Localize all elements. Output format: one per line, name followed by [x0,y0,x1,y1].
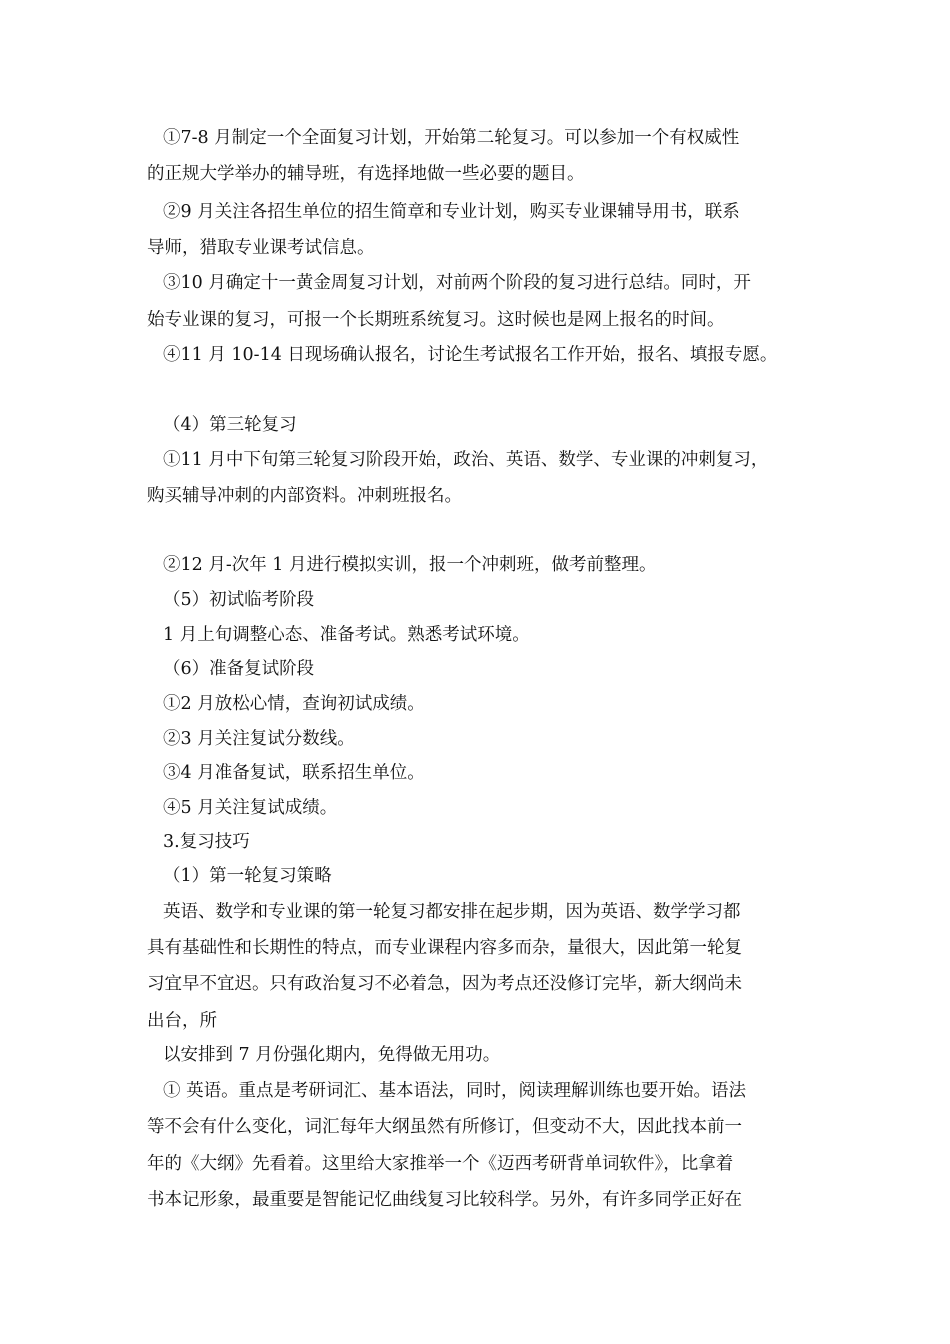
text-line: 具有基础性和长期性的特点，而专业课程内容多而杂，量很大，因此第一轮复 [147,938,742,958]
section-heading: （1）第一轮复习策略 [163,866,332,886]
text-line: 1 月上旬调整心态、准备考试。熟悉考试环境。 [163,625,530,645]
text-line: 书本记形象，最重要是智能记忆曲线复习比较科学。另外，有许多同学正好在 [147,1190,742,1210]
text-line: ①11 月中下旬第三轮复习阶段开始，政治、英语、数学、专业课的冲刺复习， [163,450,769,470]
text-line: 年的《大纲》先看着。这里给大家推举一个《迈西考研背单词软件》，比拿着 [147,1154,734,1174]
text-line: 习宜早不宜迟。只有政治复习不必着急，因为考点还没修订完毕，新大纲尚未 [147,974,742,994]
text-line: ②12 月-次年 1 月进行模拟实训，报一个冲刺班，做考前整理。 [163,555,657,575]
text-line: ③4 月准备复试，联系招生单位。 [163,763,425,783]
section-heading: （5）初试临考阶段 [163,590,315,610]
text-line: 购买辅导冲刺的内部资料。冲刺班报名。 [147,486,462,506]
text-line: ①7-8 月制定一个全面复习计划，开始第二轮复习。可以参加一个有权威性 [163,128,740,148]
text-line: 以安排到 7 月份强化期内，免得做无用功。 [163,1045,501,1065]
text-line: ②3 月关注复试分数线。 [163,729,355,749]
text-line: 英语、数学和专业课的第一轮复习都安排在起步期，因为英语、数学学习都 [163,902,741,922]
text-line: 的正规大学举办的辅导班，有选择地做一些必要的题目。 [147,164,585,184]
text-line: 导师，猎取专业课考试信息。 [147,238,375,258]
text-line: ②9 月关注各招生单位的招生简章和专业计划，购买专业课辅导用书，联系 [163,202,740,222]
text-line: 始专业课的复习，可报一个长期班系统复习。这时候也是网上报名的时间。 [147,310,725,330]
section-heading: （4）第三轮复习 [163,415,297,435]
text-line: ④5 月关注复试成绩。 [163,798,338,818]
text-line: 出台，所 [147,1011,217,1031]
section-heading: 3.复习技巧 [163,832,250,852]
text-line: ① 英语。重点是考研词汇、基本语法，同时，阅读理解训练也要开始。语法 [163,1081,747,1101]
text-line: ①2 月放松心情，查询初试成绩。 [163,694,425,714]
text-line: ③10 月确定十一黄金周复习计划，对前两个阶段的复习进行总结。同时，开 [163,273,751,293]
text-line: 等不会有什么变化，词汇每年大纲虽然有所修订，但变动不大，因此找本前一 [147,1117,742,1137]
text-line: ④11 月 10-14 日现场确认报名，讨论生考试报名工作开始，报名、填报专愿。 [163,345,778,365]
section-heading: （6）准备复试阶段 [163,659,315,679]
